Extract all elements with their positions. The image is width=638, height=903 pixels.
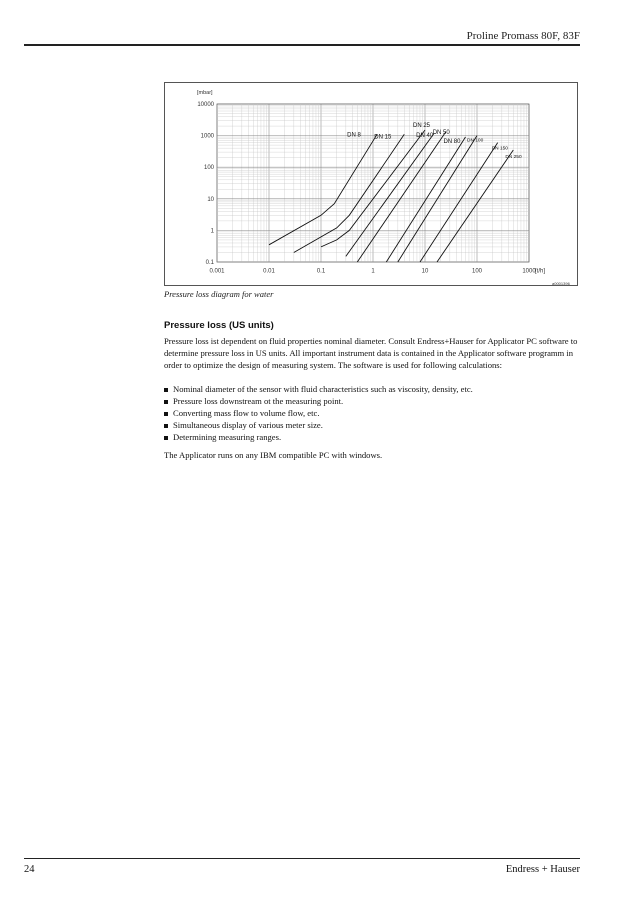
y-tick-label: 100 [203,165,214,172]
pressure-loss-chart [165,83,579,287]
x-tick-label: 100 [471,268,483,275]
bullet-item [164,408,473,420]
series-label: DN 80 [443,139,461,146]
bullet-item [164,396,473,408]
footer-brand: Endress + Hauser [505,864,580,875]
bullet-item [164,432,473,444]
x-tick-label: 0.1 [316,268,326,275]
figure-caption: Pressure loss diagram for water [164,289,274,299]
x-tick-label: 1000 [522,268,536,275]
bullet-square-icon [164,400,168,404]
running-header-title: Proline Promass 80F, 83F [466,30,580,42]
page-number: 24 [24,864,35,875]
bullet-item [164,420,473,432]
y-tick-label: 1 [210,228,214,235]
body-paragraph: Pressure loss ist dependent on fluid properties nominal diameter. Consult Endress+Hauser for Applicator PC software to determine pressure loss in US units. All important instrument data is contained in the Applicator software programm in order to optimize the design of measuring system. The software is used for following calculations: [164,336,578,370]
y-tick-label: 10000 [197,102,214,108]
y-tick-label: 10 [207,196,214,203]
x-tick-label: 10 [421,268,429,275]
footer-rule [24,858,580,859]
bullet-square-icon [164,436,168,440]
series-label: DN 150 [491,146,508,152]
series-label: DN 100 [467,138,484,144]
bullet-text: Converting mass flow to volume flow, etc. [173,407,320,418]
y-axis-label: [mbar] [197,90,213,96]
series-label: DN 15 [374,134,392,141]
series-label: DN 40 [416,133,434,140]
series-label: DN 25 [413,123,431,130]
bullet-text: Determining measuring ranges. [173,431,282,442]
bullet-square-icon [164,388,168,392]
series-label: DN 250 [505,155,522,161]
y-tick-label: 0.1 [205,260,214,266]
header-rule [24,44,580,46]
x-axis-label: [t/h] [535,268,546,275]
x-tick-label: 1 [371,268,375,275]
bullet-square-icon [164,424,168,428]
section-heading: Pressure loss (US units) [164,320,274,331]
x-tick-label: 0.01 [263,268,275,275]
x-tick-label: 0.001 [209,268,225,275]
closing-paragraph: The Applicator runs on any IBM compatible PC with windows. [164,450,383,460]
bullet-item [164,384,473,396]
pressure-loss-figure [164,82,578,286]
bullet-text: Pressure loss downstream ot the measuring point. [173,395,344,406]
bullet-list [164,384,473,444]
series-label: DN 8 [347,132,361,139]
bullet-text: Nominal diameter of the sensor with fluid characteristics such as viscosity, density, etc. [173,384,473,394]
bullet-square-icon [164,412,168,416]
series-label: DN 50 [432,129,450,136]
bullet-text: Simultaneous display of various meter size. [173,419,323,430]
y-tick-label: 1000 [200,133,214,140]
figure-id: a0001396 [552,281,570,286]
